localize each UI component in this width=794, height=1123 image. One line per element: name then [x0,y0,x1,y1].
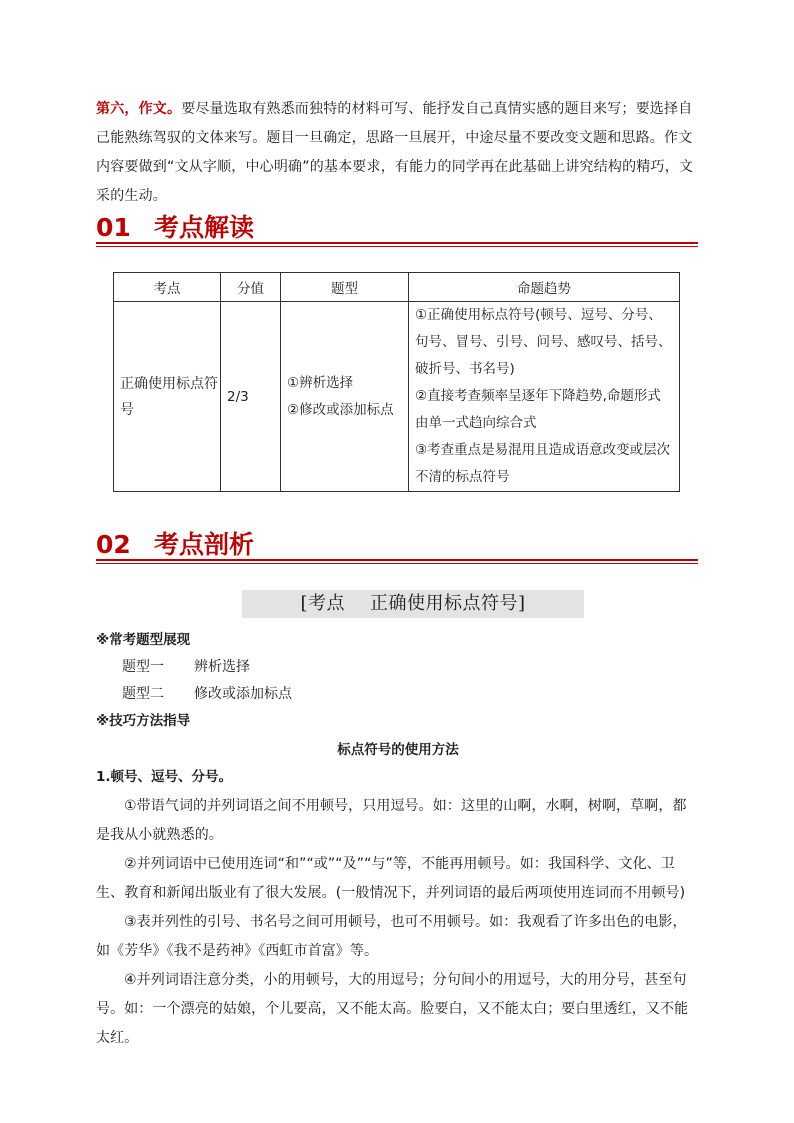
common-types-heading: ※常考题型展现 [96,632,191,648]
table-header-row [114,273,680,302]
section-rule-thin [96,563,698,564]
question-type-tag: 题型一 [122,659,164,675]
table-row [114,302,680,492]
methods-sub-heading: 1.顿号、逗号、分号。 [96,769,233,785]
exam-point-table [113,272,680,492]
methods-heading: ※技巧方法指导 [96,713,191,729]
intro-text: 要尽量选取有熟悉而独特的材料可写、能抒发自己真情实感的题目来写；要选择自己能熟练驾驭的文体来写。题目一旦确定，思路一旦展开，中途尽量不要改变文题和思路。作文内容要做到“文从字顺，中心明确”的基本要求，有能力的同学再在此基础上讲究结构的精巧，文采的生动。 [96,101,694,204]
section-rule-thin [96,246,698,247]
table-header-point: 考点 [114,273,221,302]
trend-item: ②直接考查频率呈逐年下降趋势,命题形式由单一式趋向综合式 [415,388,661,431]
table-cell-trend [409,302,680,492]
table-cell-type [281,302,409,492]
methods-center-title: 标点符号的使用方法 [337,742,459,758]
trend-item: ①正确使用标点符号(顿号、逗号、分号、句号、冒号、引号、问号、感叹号、括号、破折号、书名号) [415,307,672,377]
question-type-item: ①辨析选择 [287,374,354,391]
topic-banner: [考点 正确使用标点符号] [242,590,584,618]
table-header-trend: 命题趋势 [409,273,680,302]
question-type-item: ②修改或添加标点 [287,401,394,418]
trend-item: ③考查重点是易混用且造成语意改变或层次不清的标点符号 [415,442,671,485]
method-paragraph: ②并列词语中已使用连词“和”“或”“及”“与”等，不能再用顿号。如：我国科学、文化、卫生、教育和新闻出版业有了很大发展。(一般情况下，并列词语的最后两项使用连词而不用顿号) [96,856,686,901]
section-heading-exam-points [96,213,698,247]
section-title: 考点解读 [154,213,255,242]
section-number: 01 [96,213,131,242]
section-title: 考点剖析 [154,530,255,559]
section-rule [96,559,698,561]
table-cell-score: 2/3 [221,302,281,492]
question-type-text: 修改或添加标点 [194,686,292,702]
question-type-tag: 题型二 [122,686,164,702]
section-rule [96,242,698,244]
intro-lead: 第六，作文。 [96,101,182,117]
table-cell-point: 正确使用标点符号 [114,302,221,492]
common-types-block [96,628,700,1053]
table-header-score: 分值 [221,273,281,302]
method-paragraph: ③表并列性的引号、书名号之间可用顿号，也可不用顿号。如：我观看了许多出色的电影，如《芳华》《我不是药神》《西虹市首富》等。 [96,914,687,959]
question-type-line [96,654,700,681]
intro-paragraph [96,95,700,211]
table-header-type: 题型 [281,273,409,302]
question-type-line [96,681,700,708]
question-type-text: 辨析选择 [194,659,250,675]
section-number: 02 [96,530,131,559]
method-paragraph: ①带语气词的并列词语之间不用顿号，只用逗号。如：这里的山啊，水啊，树啊，草啊，都是我从小就熟悉的。 [96,798,687,843]
method-paragraph: ④并列词语注意分类，小的用顿号，大的用逗号；分句间小的用逗号，大的用分号，甚至句号。如：一个漂亮的姑娘，个儿要高，又不能太高。脸要白，又不能太白；要白里透红，又不能太红。 [96,972,689,1046]
section-heading-analysis [96,530,698,564]
